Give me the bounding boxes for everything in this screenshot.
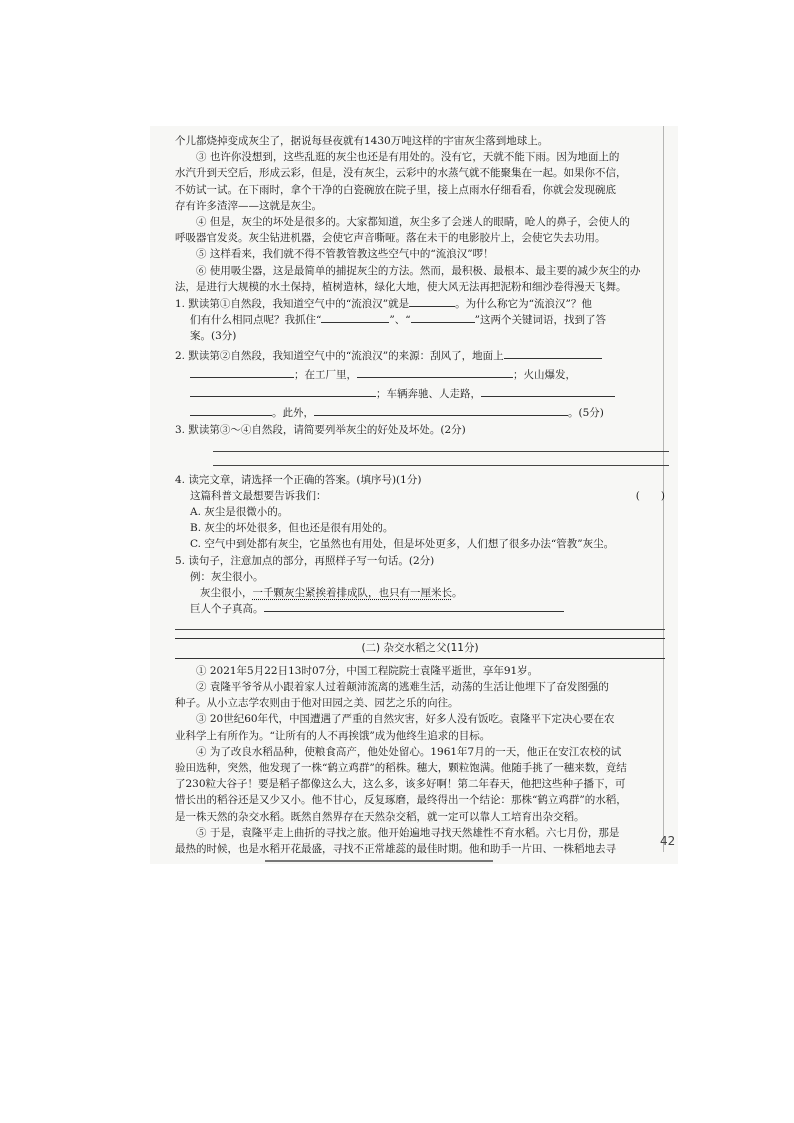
question-2-text: 。此外， [272,407,314,420]
question-1-text: ”、“ [389,314,411,327]
bottom-rule [265,860,493,862]
answer-parentheses[interactable]: ( ) [635,489,665,502]
example-sentence: 灰尘很小， [200,587,253,600]
passage-2 [175,663,665,857]
section-2-title: (二) 杂交水稻之父(11分) [175,638,665,658]
passage-line: 存有许多渣滓——这就是灰尘。 [175,199,322,212]
question-1-text: 1. 默读第①自然段，我知道空气中的“流浪汉”就是 [175,298,410,311]
question-4-stem: 这篇科普文最想要告诉我们： [190,489,327,502]
page-number: 42 [660,834,676,848]
passage-line: 法，是进行大规模的水土保持，植树造林，绿化大地，使大风无法再把泥粉和细沙卷得漫天飞舞。 [175,280,627,293]
passage-1 [175,133,665,295]
passage-line: 了230粒大谷子！要是稻子都像这么大，这么多，该多好啊！第二年春天，他把这些种子播下，可 [175,778,626,791]
question-1-text: 案。(3分) [190,330,237,343]
passage-line: 个儿都烧掉变成灰尘了，据说每昼夜就有1430万吨这样的宇宙灰尘落到地球上。 [175,135,549,147]
question-2-text: ；在工厂里， [294,368,357,381]
passage-line: 验田选种，突然，他发现了一株“鹤立鸡群”的稻株。穗大，颗粒饱满。他随手挑了一穗来数，竟结 [175,761,627,774]
question-1-text: ”这两个关键词语，找到了答 [474,314,606,327]
prompt-sentence: 巨人个子真高。 [190,603,264,616]
question-4 [175,472,665,553]
question-1 [175,296,665,345]
question-5 [175,553,665,631]
answer-blank[interactable] [190,386,376,397]
question-2-text: 2. 默读第②自然段，我知道空气中的“流浪汉”的来源：刮风了，地面上 [175,349,504,362]
question-2 [175,348,665,422]
passage-line: ③ 20世纪60年代，中国遭遇了严重的自然灾害，好多人没有饭吃。袁隆平下定决心要在农 [196,713,615,726]
example-dotted-part: 一千颗灰尘紧挨着排成队，也只有一厘米长 [252,587,452,600]
passage-line: ⑤ 于是，袁隆平走上曲折的寻找之旅。他开始遍地寻找天然雄性不育水稻。六七月份，那是 [196,826,620,839]
answer-line[interactable] [213,441,669,452]
answer-blank[interactable] [190,367,294,378]
answer-blank[interactable] [504,348,602,359]
passage-line: 业科学上有所作为。“让所有的人不再挨饿”成为他终生追求的目标。 [175,729,491,742]
answer-blank[interactable] [411,312,475,323]
passage-line: 呼吸器官发炎。灰尘钻进机器，会使它声音嘶哑。落在未干的电影胶片上，会使它失去功用。 [175,232,606,245]
question-5-text: 5. 读句子，注意加点的部分，再照样子写一句话。(2分) [175,554,435,567]
passage-line: ④ 为了改良水稻品种，使粮食高产，他处处留心。1961年7月的一天，他正在安江农校的试 [196,745,622,758]
question-2-text: ；车辆奔驰、人走路， [376,388,481,401]
answer-blank[interactable] [321,312,389,323]
question-2-text: ；火山爆发， [513,368,576,381]
answer-line[interactable] [175,619,665,630]
option-c: C. 空气中到处都有灰尘，它虽然也有用处，但是坏处更多，人们想了很多办法“管教”灰尘。 [190,538,615,551]
answer-line[interactable] [213,455,669,466]
answer-blank[interactable] [357,367,513,378]
example-label: 例：灰尘很小。 [190,570,264,583]
passage-line: 种子。从小立志学农则由于他对田园之美、园艺之乐的向往。 [175,697,459,710]
answer-blank[interactable] [409,296,455,307]
answer-blank[interactable] [481,386,615,397]
passage-line: ① 2021年5月22日13时07分，中国工程院院士袁隆平逝世，享年91岁。 [196,664,539,677]
question-2-text: 。(5分) [568,407,604,420]
passage-line: ② 袁隆平爷爷从小跟着家人过着颠沛流离的逃难生活，动荡的生活让他埋下了奋发图强的 [196,680,609,693]
question-1-text: 们有什么相同点呢？我抓住“ [190,314,322,327]
worksheet-content [175,133,665,857]
answer-blank[interactable] [190,405,272,416]
question-4-text: 4. 读完文章，请选择一个正确的答案。(填序号)(1分) [175,473,422,486]
answer-blank[interactable] [314,405,568,416]
passage-line: ⑤ 这样看来，我们就不得不管教管教这些空气中的“流浪汉”啰！ [196,248,494,261]
option-b: B. 灰尘的坏处很多，但也还是很有用处的。 [190,522,394,535]
passage-line: 不妨试一试。在下雨时，拿个干净的白瓷碗放在院子里，接上点雨水仔细看看，你就会发现碗底 [175,183,616,196]
passage-line: 是一株天然的杂交水稻。既然自然界存在天然杂交稻，就一定可以靠人工培育出杂交稻。 [175,810,585,823]
question-3 [175,422,665,465]
question-1-text: 。为什么称它为“流浪汉”？他 [455,298,592,311]
example-sentence: 。 [452,587,463,600]
question-3-text: 3. 默读第③～④自然段，请简要列举灰尘的好处及坏处。(2分) [175,424,466,437]
passage-line: 最热的时候，也是水稻开花最盛，寻找不正常雄蕊的最佳时期。他和助手一片田、一株稻地去寻 [175,842,616,855]
answer-blank[interactable] [264,601,564,612]
option-a: A. 灰尘是很微小的。 [190,506,289,519]
passage-line: 水汽升到天空后，形成云彩，但是，没有灰尘，云彩中的水蒸气就不能聚集在一起。如果你不信， [175,167,627,180]
passage-line: ④ 但是，灰尘的坏处是很多的。大家都知道，灰尘多了会迷人的眼睛，呛人的鼻子，会使人的 [196,216,630,229]
passage-line: ⑥ 使用吸尘器，这是最简单的捕捉灰尘的方法。然而，最积极、最根本、最主要的减少灰尘的办 [196,264,641,277]
passage-line: ③ 也许你没想到，这些乱逛的灰尘也还是有用处的。没有它，天就不能下雨。因为地面上的 [196,151,620,164]
passage-line: 惜长出的稻谷还是又少又小。他不甘心，反复琢磨，最终得出一个结论：那株“鹤立鸡群”的水稻， [175,794,627,807]
